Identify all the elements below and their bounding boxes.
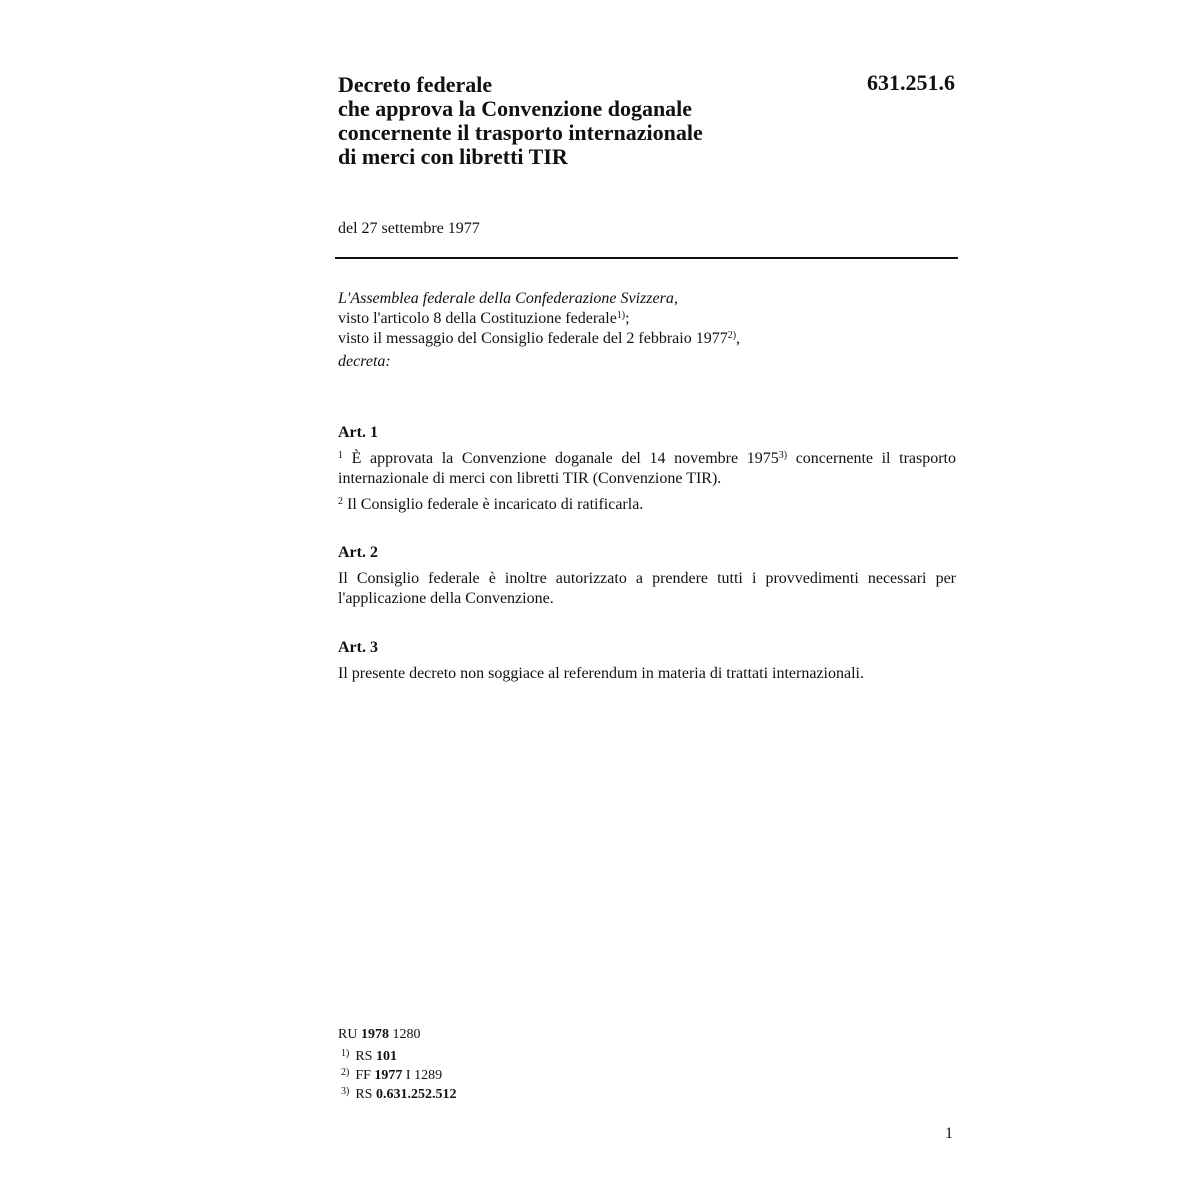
preamble-line-1 xyxy=(338,309,958,329)
title-line-2: che approva la Convenzione doganale xyxy=(338,96,693,121)
document-date: del 27 settembre 1977 xyxy=(338,220,480,237)
article-1-p1-text-a: È approvata la Convenzione doganale del 14 novembre 1975 xyxy=(343,450,779,467)
article-1-paragraph-1 xyxy=(338,449,956,489)
footnote-2-prefix: FF xyxy=(355,1068,375,1083)
footnote-1-prefix: RS xyxy=(355,1049,376,1064)
preamble xyxy=(338,289,958,372)
footnote-3-prefix: RS xyxy=(355,1087,376,1102)
article-2 xyxy=(338,543,956,615)
article-2-text: Il Consiglio federale è inoltre autorizzato a prendere tutti i provvedimenti necessari per l'applicazione della Convenzione. xyxy=(338,570,956,607)
preamble-line-1-text: visto l'articolo 8 della Costituzione federale xyxy=(338,310,617,327)
article-2-heading: Art. 2 xyxy=(338,544,378,561)
article-1-p1-text-b: concernente il trasporto internazionale di merci con libretti TIR (Convenzione TIR). xyxy=(338,450,957,487)
source-year: 1978 xyxy=(360,1027,389,1042)
footnote-1 xyxy=(338,1046,456,1065)
footnote-2-mark: 2) xyxy=(341,1067,350,1078)
preamble-line-2-text: visto il messaggio del Consiglio federale del 2 febbraio 1977 xyxy=(338,330,728,347)
footnote-3-mark: 3) xyxy=(341,1086,350,1097)
footnote-3-bold: 0.631.252.512 xyxy=(375,1087,457,1102)
source-prefix: RU xyxy=(338,1027,361,1042)
article-3-text: Il presente decreto non soggiace al referendum in materia di trattati internazionali. xyxy=(338,665,864,682)
preamble-line-1-end: ; xyxy=(625,310,630,327)
preamble-line-2-end: , xyxy=(736,330,741,347)
document-title xyxy=(338,73,788,169)
footnote-ref-3[interactable]: 3) xyxy=(778,450,788,461)
footnote-2-suffix: I 1289 xyxy=(402,1068,443,1083)
title-line-1: Decreto federale xyxy=(338,72,493,97)
article-1-p2-text: Il Consiglio federale è incaricato di ratificarla. xyxy=(343,496,644,513)
article-3-heading: Art. 3 xyxy=(338,639,378,656)
title-line-3: concernente il trasporto internazionale xyxy=(338,120,703,145)
article-1-paragraph-2 xyxy=(338,495,956,515)
footnote-2 xyxy=(338,1065,456,1084)
footnote-2-bold: 1977 xyxy=(374,1068,403,1083)
source-page: 1280 xyxy=(388,1027,421,1042)
preamble-decreta: decreta: xyxy=(338,353,391,370)
page-number: 1 xyxy=(945,1125,953,1142)
horizontal-divider xyxy=(335,257,958,259)
footnote-3 xyxy=(338,1084,456,1103)
paragraph-number-1: 1 xyxy=(338,450,343,461)
preamble-issuer: L'Assemblea federale della Confederazione Svizzera, xyxy=(338,290,678,307)
footnotes xyxy=(338,1027,456,1103)
source-reference xyxy=(338,1027,456,1043)
footnote-1-bold: 101 xyxy=(375,1049,397,1064)
footnote-ref-2[interactable]: 2) xyxy=(727,330,737,341)
article-3 xyxy=(338,638,956,690)
article-1-heading: Art. 1 xyxy=(338,424,378,441)
paragraph-number-2: 2 xyxy=(338,496,343,507)
footnote-ref-1[interactable]: 1) xyxy=(616,310,626,321)
title-line-4: di merci con libretti TIR xyxy=(338,144,568,169)
article-1 xyxy=(338,423,956,521)
preamble-line-2 xyxy=(338,329,958,349)
footnote-1-mark: 1) xyxy=(341,1048,350,1059)
sr-number: 631.251.6 xyxy=(867,70,955,95)
